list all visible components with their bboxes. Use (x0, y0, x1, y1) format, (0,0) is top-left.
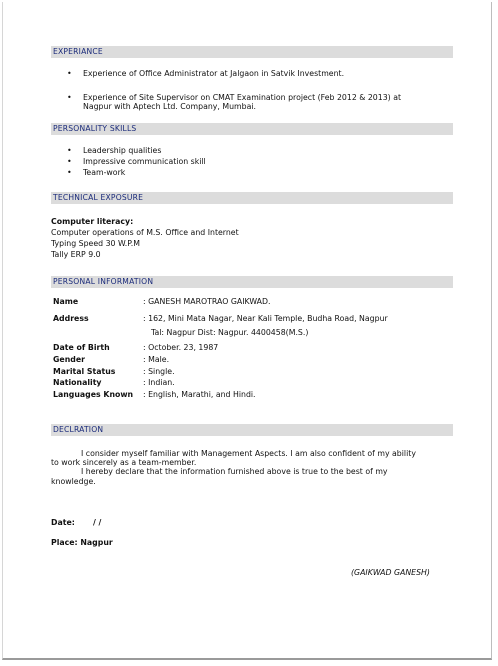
marital-label: Marital Status (53, 367, 116, 376)
address-line-2: Tal: Nagpur Dist: Nagpur. 4400458(M.S.) (151, 328, 309, 337)
address-label: Address (53, 314, 89, 323)
resume-page (2, 2, 492, 660)
dob-label: Date of Birth (53, 343, 110, 352)
technical-line: Tally ERP 9.0 (51, 250, 101, 259)
address-value: : 162, Mini Mata Nagar, Near Kali Temple, Budha Road, Nagpur (143, 314, 388, 323)
list-item: • Experience of Office Administrator at Jalgaon in Satvik Investment. (67, 68, 344, 79)
nationality-value: : Indian. (143, 378, 175, 387)
languages-label: Languages Known (53, 390, 134, 399)
technical-line: Typing Speed 30 W.P.M (51, 239, 140, 248)
marital-value: : Single. (143, 367, 175, 376)
nationality-label: Nationality (53, 378, 102, 387)
experience-list (67, 68, 344, 79)
list-item: • Leadership qualities (67, 145, 206, 156)
declaration-para1-line1: I consider myself familiar with Management Aspects. I am also confident of my ability (81, 449, 416, 458)
list-item: • Experience of Site Supervisor on CMAT Examination project (Feb 2012 & 2013) at (67, 92, 401, 103)
list-item: • Team-work (67, 167, 206, 178)
experience-heading: EXPERIANCE (51, 46, 453, 58)
technical-line: Computer operations of M.S. Office and Internet (51, 228, 239, 237)
declaration-heading: DECLRATION (51, 424, 453, 436)
date-label: Date: (51, 518, 75, 527)
computer-literacy-title: Computer literacy: (51, 217, 134, 226)
name-value: : GANESH MAROTRAO GAIKWAD. (143, 297, 271, 306)
experience-item-cont: Nagpur with Aptech Ltd. Company, Mumbai. (83, 102, 256, 111)
technical-heading: TECHNICAL EXPOSURE (51, 192, 453, 204)
gender-label: Gender (53, 355, 85, 364)
signature: (GAIKWAD GANESH) (351, 568, 430, 577)
declaration-para2-line1: I hereby declare that the information furnished above is true to the best of my (81, 467, 388, 476)
gender-value: : Male. (143, 355, 170, 364)
list-item: • Impressive communication skill (67, 156, 206, 167)
date-value: / / (93, 518, 102, 527)
personality-list (67, 145, 206, 178)
name-label: Name (53, 297, 79, 306)
dob-value: : October. 23, 1987 (143, 343, 219, 352)
declaration-para2-line2: knowledge. (51, 477, 96, 486)
declaration-para1-line2: to work sincerely as a team-member. (51, 458, 197, 467)
languages-value: : English, Marathi, and Hindi. (143, 390, 256, 399)
place-label: Place: Nagpur (51, 538, 113, 547)
personal-heading: PERSONAL INFORMATION (51, 276, 453, 288)
personality-heading: PERSONALITY SKILLS (51, 123, 453, 135)
